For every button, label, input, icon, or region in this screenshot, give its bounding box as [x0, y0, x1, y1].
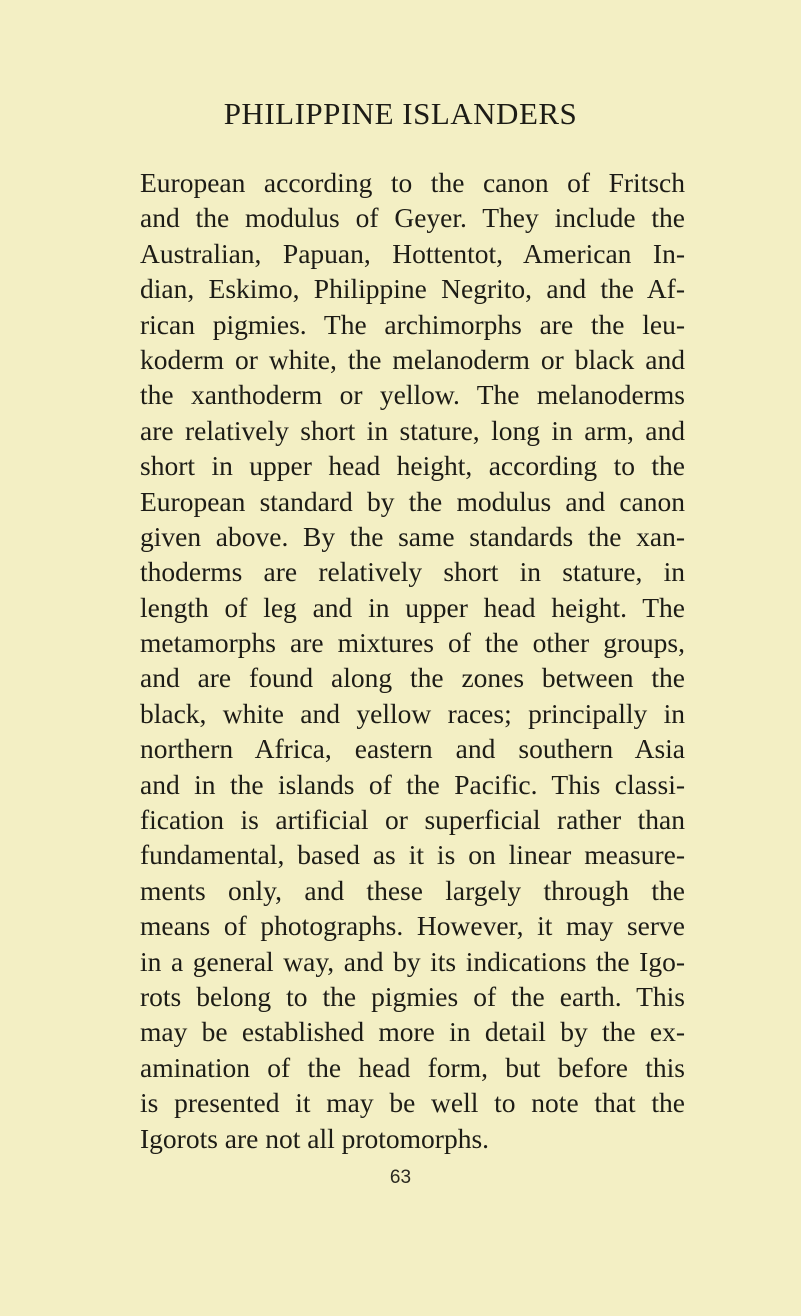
text-line: rots belong to the pigmies of the earth. This	[140, 980, 685, 1012]
text-line: European according to the canon of Fritsch	[140, 167, 685, 198]
text-line: northern Africa, eastern and southern Asia	[140, 733, 685, 765]
text-line: may be established more in detail by the ex-	[140, 1016, 685, 1048]
running-head: PHILIPPINE ISLANDERS	[223, 96, 578, 131]
text-line: short in upper head height, according to the	[140, 450, 685, 482]
text-line: the xanthoderm or yellow. The melanoderms	[140, 379, 685, 411]
text-line: and the modulus of Geyer. They include the	[140, 202, 685, 234]
text-line: rican pigmies. The archimorphs are the leu-	[140, 308, 685, 340]
text-line: are relatively short in stature, long in arm, and	[140, 414, 685, 446]
text-line: European standard by the modulus and canon	[140, 485, 685, 517]
text-line: thoderms are relatively short in stature, in	[140, 556, 685, 588]
text-line: ments only, and these largely through the	[140, 874, 685, 906]
text-line: Igorots are not all protomorphs.	[140, 1122, 490, 1154]
text-line: is presented it may be well to note that the	[140, 1087, 685, 1119]
text-line: fication is artificial or superficial rather than	[140, 804, 685, 836]
text-line: metamorphs are mixtures of the other groups,	[140, 627, 685, 659]
text-line: and are found along the zones between the	[140, 662, 685, 694]
text-line: Australian, Papuan, Hottentot, American In-	[140, 237, 685, 269]
text-line: dian, Eskimo, Philippine Negrito, and the Af-	[140, 273, 685, 305]
text-line: fundamental, based as it is on linear measure-	[140, 839, 685, 871]
body-text	[140, 165, 685, 1156]
text-line: given above. By the same standards the xan-	[140, 520, 685, 552]
page-number: 63	[389, 1167, 412, 1188]
text-line: length of leg and in upper head height. The	[140, 591, 685, 623]
text-line: amination of the head form, but before this	[140, 1051, 685, 1083]
text-line: means of photographs. However, it may serve	[140, 910, 685, 942]
text-line: in a general way, and by its indications the Igo-	[140, 945, 685, 977]
text-line: black, white and yellow races; principally in	[140, 697, 685, 729]
text-line: koderm or white, the melanoderm or black and	[140, 343, 685, 375]
text-line: and in the islands of the Pacific. This classi-	[140, 768, 685, 800]
